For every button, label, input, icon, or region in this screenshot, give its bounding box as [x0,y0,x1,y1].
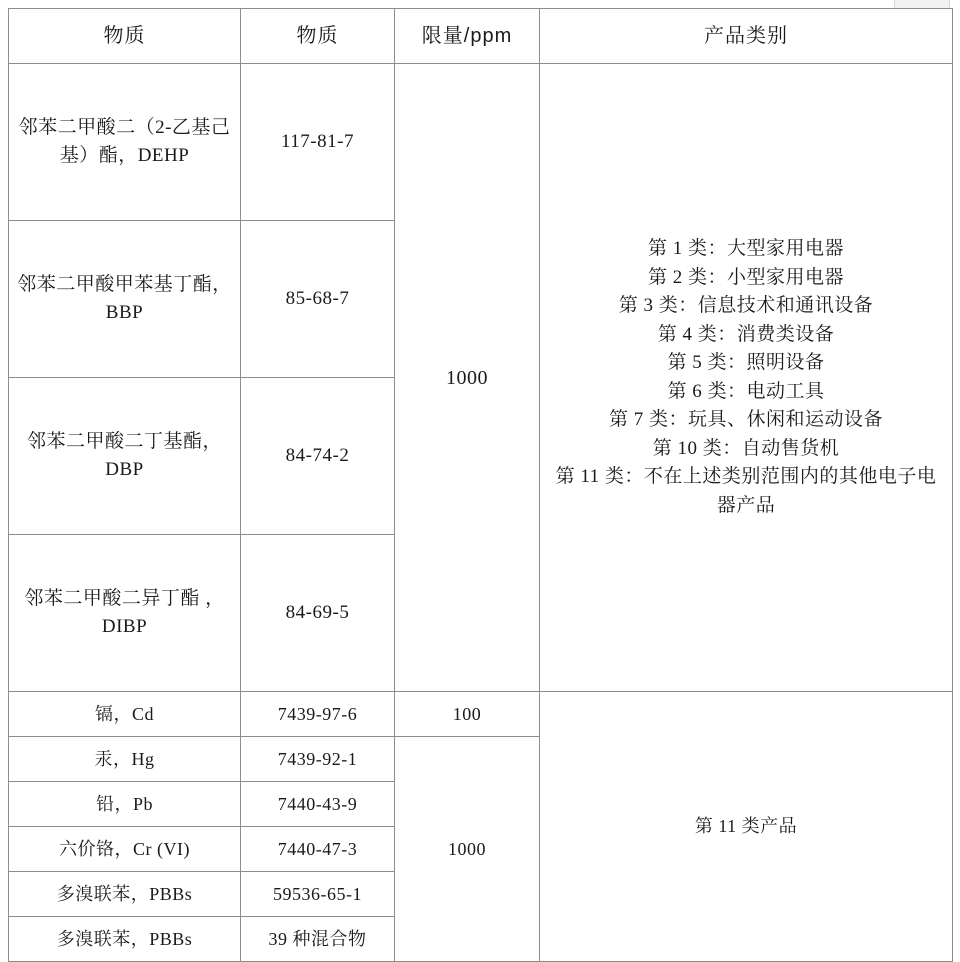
category-item: 第 7 类：玩具、休闲和运动设备 [608,409,883,430]
cas-number: 7440-43-9 [241,782,395,827]
substance-name: 多溴联苯，PBBs [9,917,241,962]
table-header [9,9,953,64]
limit-value: 1000 [395,64,540,692]
table-row [9,64,953,221]
category-item: 第 3 类：信息技术和通讯设备 [618,295,874,316]
substance-name: 邻苯二甲酸甲苯基丁酯，BBP [9,221,241,378]
substance-name: 铅，Pb [9,782,241,827]
substance-name: 多溴联苯，PBBs [9,872,241,917]
cas-number: 84-74-2 [241,378,395,535]
restricted-substances-table [8,8,953,962]
substance-name: 邻苯二甲酸二丁基酯，DBP [9,378,241,535]
category-item: 第 5 类：照明设备 [667,352,825,373]
substance-name: 镉，Cd [9,692,241,737]
category-item: 第 4 类：消费类设备 [657,323,835,345]
column-header-category: 产品类别 [540,9,953,64]
column-header-limit: 限量/ppm [395,9,540,64]
cas-number: 39 种混合物 [241,917,395,962]
substance-name: 六价铬，Cr (VI) [9,827,241,872]
category-item: 第 1 类：大型家用电器 [647,238,844,259]
cas-number: 117-81-7 [241,64,395,221]
substance-name: 邻苯二甲酸二异丁酯 ，DIBP [9,535,241,692]
column-header-substance: 物质 [9,9,241,64]
table-header-row [9,9,953,64]
limit-value: 1000 [395,737,540,962]
column-header-cas: 物质 [241,9,395,64]
category-item: 第 2 类：小型家用电器 [647,266,844,288]
cas-number: 59536-65-1 [241,872,395,917]
product-category-list [540,64,953,692]
table-body [9,64,953,962]
cas-number: 7439-97-6 [241,692,395,737]
cas-number: 7440-47-3 [241,827,395,872]
cas-number: 7439-92-1 [241,737,395,782]
category-item: 第 6 类：电动工具 [667,380,825,402]
category-item: 第 11 类：不在上述类别范围内的其他电子电器产品 [555,466,937,516]
substance-name: 汞，Hg [9,737,241,782]
limit-value: 100 [395,692,540,737]
category-item: 第 10 类：自动售货机 [652,437,840,459]
cas-number: 84-69-5 [241,535,395,692]
product-category: 第 11 类产品 [540,692,953,962]
table-row [9,692,953,737]
substance-name: 邻苯二甲酸二（2-乙基己基）酯，DEHP [9,64,241,221]
cas-number: 85-68-7 [241,221,395,378]
